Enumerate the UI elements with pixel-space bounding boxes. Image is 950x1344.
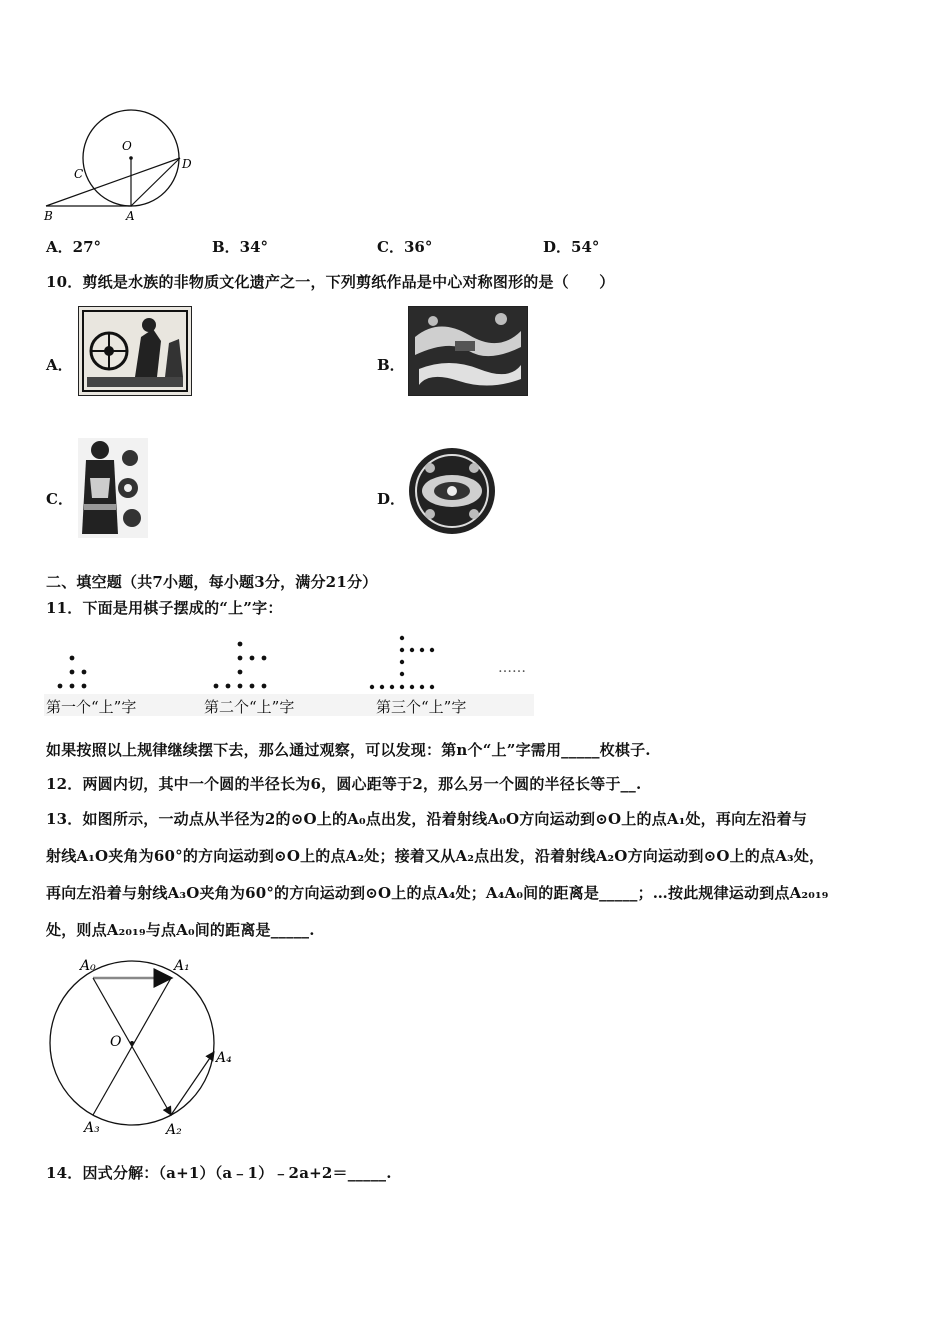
q10-question: 10．剪纸是水族的非物质文化遗产之一，下列剪纸作品是中心对称图形的是（ ） (46, 273, 615, 291)
q11-figure (44, 634, 536, 720)
q9-option-a[interactable]: A．27° (46, 238, 102, 256)
q9-figure (40, 100, 210, 225)
q10-label-d[interactable]: D． (377, 490, 406, 508)
q9-label-b: B (44, 209, 53, 223)
section-2-title: 二、填空题（共7小题，每小题3分，满分21分） (46, 573, 378, 591)
q13-figure (46, 952, 246, 1142)
papercut-image-b[interactable] (408, 306, 528, 396)
q9-label-c: C (74, 167, 84, 181)
q10-label-a[interactable]: A． (46, 356, 73, 374)
q12-question: 12．两圆内切，其中一个圆的半径长为6，圆心距等于2，那么另一个圆的半径长等于__. (46, 775, 642, 793)
q9-label-d: D (182, 157, 192, 171)
q13-label-a1: A₁ (174, 958, 190, 974)
q14-question: 14．因式分解：（a+1）（a﹣1）﹣2a+2＝_____. (46, 1164, 392, 1182)
papercut-image-c[interactable] (78, 438, 148, 538)
papercut-image-d[interactable] (406, 444, 498, 538)
q9-option-d[interactable]: D．54° (543, 238, 600, 256)
q9-option-c[interactable]: C．36° (377, 238, 433, 256)
q11-caption-2: 第二个“上”字 (204, 698, 295, 716)
q9-label-a: A (126, 209, 135, 223)
q11-followup: 如果按照以上规律继续摆下去，那么通过观察，可以发现：第n个“上”字需用_____枚棋子. (46, 741, 651, 759)
papercut-image-a[interactable] (78, 306, 192, 396)
q11-caption-1: 第一个“上”字 (46, 698, 137, 716)
q13-line-1: 13．如图所示，一动点从半径为2的⊙O上的A₀点出发，沿着射线A₀O方向运动到⊙O上的点A₁处，再向左沿着与 (46, 810, 808, 828)
q13-label-a2: A₂ (166, 1122, 182, 1138)
q13-label-o: O (110, 1034, 122, 1050)
q11-caption-3: 第三个“上”字 (376, 698, 467, 716)
q13-label-a0: A₀ (80, 958, 96, 974)
q13-label-a3: A₃ (84, 1120, 100, 1136)
q9-option-b[interactable]: B．34° (212, 238, 269, 256)
q10-label-b[interactable]: B． (377, 356, 405, 374)
q13-line-3: 再向左沿着与射线A₃O夹角为60°的方向运动到⊙O上的点A₄处；A₄A₀间的距离是_____；…按此规律运动到点A₂₀₁₉ (46, 884, 829, 902)
q11-ellipsis: …… (498, 660, 526, 676)
q13-label-a4: A₄ (216, 1050, 232, 1066)
q10-label-c[interactable]: C． (46, 490, 73, 508)
q11-question: 11．下面是用棋子摆成的“上”字： (46, 599, 283, 617)
q13-line-2: 射线A₁O夹角为60°的方向运动到⊙O上的点A₂处；接着又从A₂点出发，沿着射线A₂O方向运动到⊙O上的点A₃处， (46, 847, 825, 865)
q13-line-4: 处，则点A₂₀₁₉与点A₀间的距离是_____. (46, 921, 315, 939)
q9-label-o: O (122, 139, 132, 153)
